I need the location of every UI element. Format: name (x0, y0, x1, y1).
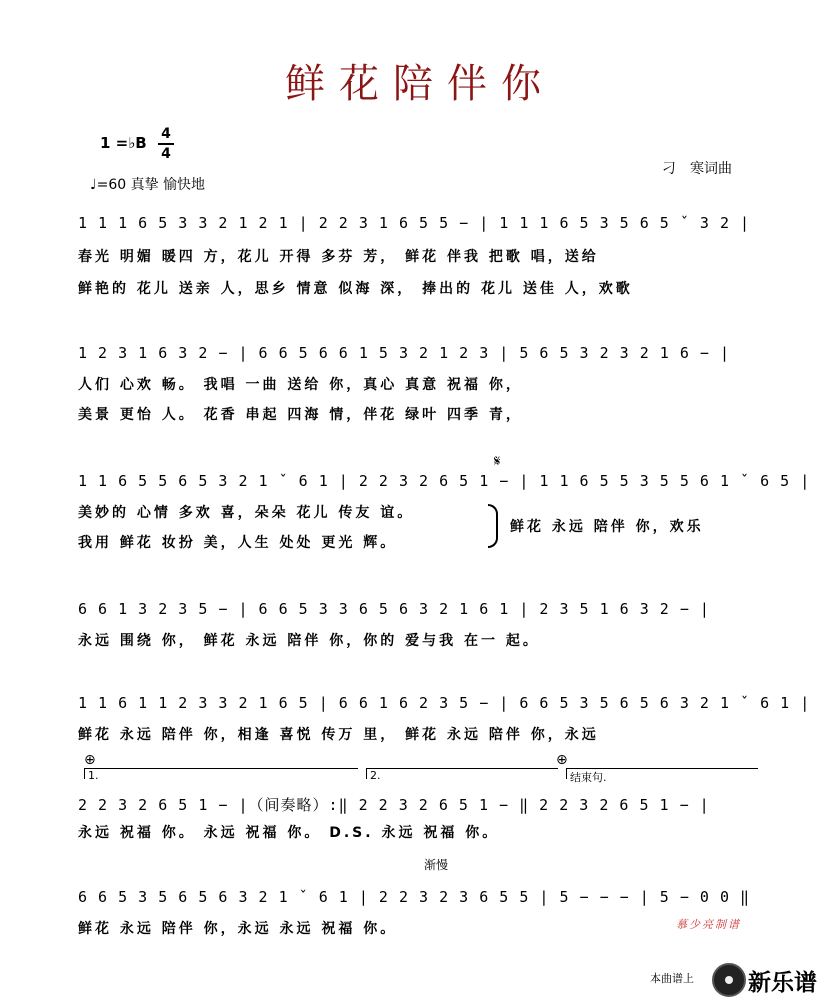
lyric-line-3a: 美妙的 心情 多欢 喜，朵朵 花儿 传友 谊。 (78, 505, 415, 521)
volta-ending: 结束句. (566, 768, 758, 779)
time-signature (158, 126, 174, 162)
notation-line-2: 1 2 3 1 6 3 2 − | 6 6 5 6 6 1 5 3 2 1 2 3 | 5 6 5 3 2 3 2 1 6 − | (78, 344, 730, 362)
transcriber-stamp: 慕少亮制谱 (676, 918, 741, 931)
time-bottom: 4 (161, 146, 171, 162)
coda-mark-1: ⊕ (84, 752, 96, 768)
lyric-line-6: 永远 祝福 你。 永远 祝福 你。 D.S. 永远 祝福 你。 (78, 825, 500, 841)
lyric-line-5: 鲜花 永远 陪伴 你，相逢 喜悦 传万 里， 鲜花 永远 陪伴 你，永远 (78, 727, 599, 743)
score-title: 鲜花陪伴你 (285, 61, 555, 107)
tempo-marking: ♩=60 真挚 愉快地 (90, 177, 206, 193)
lyric-brace (488, 504, 498, 548)
notation-line-3: 1 1 6 5 5 6 5 3 2 1 ˇ 6 1 | 2 2 3 2 6 5 1 − | 1 1 6 5 5 3 5 5 6 1 ˇ 6 5 | (78, 472, 811, 490)
key-signature: 1 =♭B (100, 134, 147, 152)
time-top: 4 (161, 126, 171, 142)
volta-2: 2. (366, 768, 558, 779)
notation-line-5: 1 1 6 1 1 2 3 3 2 1 6 5 | 6 6 1 6 2 3 5 − | 6 6 5 3 5 6 5 6 3 2 1 ˇ 6 1 | (78, 694, 811, 712)
source-label: 本曲谱上 (650, 972, 694, 985)
lyric-line-1a: 春光 明媚 暖四 方，花儿 开得 多芬 芳， 鲜花 伴我 把歌 唱，送给 (78, 249, 599, 265)
lyric-line-2b: 美景 更怡 人。 花香 串起 四海 情，伴花 绿叶 四季 青， (78, 407, 523, 423)
lyric-line-7: 鲜花 永远 陪伴 你，永远 永远 祝福 你。 (78, 921, 398, 937)
lyric-line-2a: 人们 心欢 畅。 我唱 一曲 送给 你，真心 真意 祝福 你， (78, 377, 523, 393)
volta-1: 1. (84, 768, 358, 779)
lyric-line-3b: 我用 鲜花 妆扮 美，人生 处处 更光 辉。 (78, 535, 398, 551)
segno-mark: 𝄋 (494, 452, 501, 470)
ritardando-mark: 渐慢 (424, 858, 449, 872)
lyric-line-4: 永远 围绕 你， 鲜花 永远 陪伴 你，你的 爱与我 在一 起。 (78, 633, 540, 649)
notation-line-7: 6 6 5 3 5 6 5 6 3 2 1 ˇ 6 1 | 2 2 3 2 3 6 5 5 | 5 − − − | 5 − 0 0 ‖ (78, 888, 751, 906)
author-credit: 刁 寒词曲 (662, 161, 732, 177)
notation-line-1: 1 1 1 6 5 3 3 2 1 2 1 | 2 2 3 1 6 5 5 − | 1 1 1 6 5 3 5 6 5 ˇ 3 2 | (78, 214, 751, 232)
coda-mark-2: ⊕ (556, 752, 568, 768)
record-disc-icon (712, 963, 746, 997)
lyric-line-3-merged: 鲜花 永远 陪伴 你，欢乐 (510, 519, 704, 535)
notation-line-4: 6 6 1 3 2 3 5 − | 6 6 5 3 3 6 5 6 3 2 1 6 1 | 2 3 5 1 6 3 2 − | (78, 600, 710, 618)
lyric-line-1b: 鲜艳的 花儿 送亲 人，思乡 情意 似海 深， 捧出的 花儿 送佳 人，欢歌 (78, 281, 633, 297)
site-logo[interactable]: 新乐谱 (748, 970, 817, 996)
notation-line-6: 2 2 3 2 6 5 1 − |（间奏略）:‖ 2 2 3 2 6 5 1 − ‖ 2 2 3 2 6 5 1 − | (78, 796, 710, 814)
